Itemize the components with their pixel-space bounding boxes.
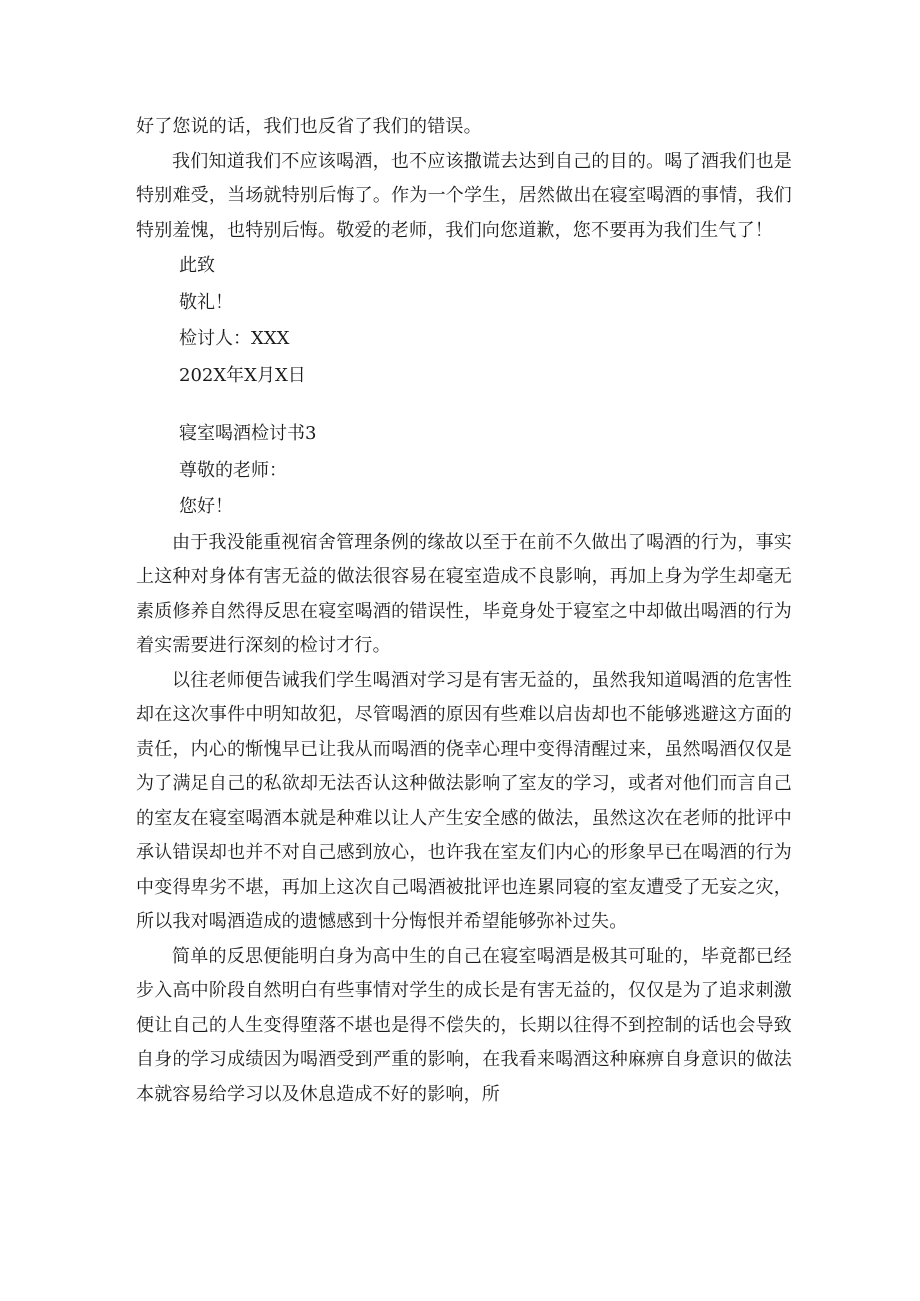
document-page [136,110,792,1112]
author-signature: 检讨人：XXX [179,328,290,349]
letter2-paragraph: 我们知道我们不应该喝酒，也不应该撒谎去达到自己的目的。喝了酒我们也是特别难受，当场就特别后悔了。作为一个学生，居然做出在寝室喝酒的事情，我们特别羞愧，也特别后悔。敬爱的老师，我们向您道歉，您不要再为我们生气了！ [136,150,792,241]
section-gap [136,394,792,416]
letter3-paragraph-2: 以往老师便告诫我们学生喝酒对学习是有害无益的，虽然我知道喝酒的危害性却在这次事件中明知故犯，尽管喝酒的原因有些难以启齿却也不能够逃避这方面的责任，内心的惭愧早已让我从而喝酒的侥幸心理中变得清醒过来，虽然喝酒仅仅是为了满足自己的私欲却无法否认这种做法影响了室友的学习，或者对他们而言自己的室友在寝室喝酒本就是种难以让人产生安全感的做法，虽然这次在老师的批评中承认错误却也并不对自己感到放心，也许我在室友们内心的形象早已在喝酒的行为中变得卑劣不堪，再加上这次自己喝酒被批评也连累同寝的室友遭受了无妄之灾，所以我对喝酒造成的遗憾感到十分悔恨并希望能够弥补过失。 [136,669,792,932]
closing-line-1: 此致 [179,255,215,276]
letter2-continuation: 好了您说的话，我们也反省了我们的错误。 [136,116,482,137]
closing-line-2: 敬礼！ [179,291,233,313]
date-line: 202X年X月X日 [179,364,306,386]
letter3-paragraph-3: 简单的反思便能明白身为高中生的自己在寝室喝酒是极其可耻的，毕竟都已经步入高中阶段自然明白有些事情对学生的成长是有害无益的，仅仅是为了追求刺激便让自己的人生变得堕落不堪也是得不偿失的，长期以往得不到控制的话也会导致自身的学习成绩因为喝酒受到严重的影响，在我看来喝酒这种麻痹自身意识的做法本就容易给学习以及休息造成不好的影响，所 [136,945,792,1105]
letter3-salutation: 尊敬的老师： [179,459,287,481]
letter3-greeting: 您好！ [179,496,233,517]
letter3-paragraph-1: 由于我没能重视宿舍管理条例的缘故以至于在前不久做出了喝酒的行为，事实上这种对身体有害无益的做法很容易在寝室造成不良影响，再加上身为学生却毫无素质修养自然得反思在寝室喝酒的错误性，毕竟身处于寝室之中却做出喝酒的行为着实需要进行深刻的检讨才行。 [136,531,792,656]
letter3-title: 寝室喝酒检讨书3 [179,423,317,444]
